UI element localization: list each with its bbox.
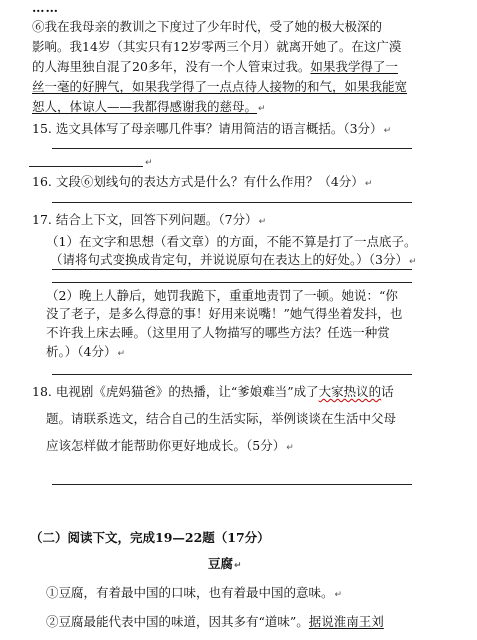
return-mark-icon: ↵ — [286, 443, 294, 453]
question-17-stem: 17. 结合上下文，回答下列问题。（7分）↵ — [32, 212, 267, 227]
answer-line — [52, 269, 412, 270]
article-paragraph-1: ①豆腐，有着最中国的口味，也有着最中国的意味。↵ — [46, 585, 343, 600]
para6-line4: 丝一毫的好脾气，如果我学得了一点点待人接物的和气，如果我能宽 — [32, 79, 408, 94]
article-title: 豆腐↵ — [208, 556, 242, 571]
para6-line3: 的人海里独自混了20多年，没有一个人管束过我。如果我学得了一 — [32, 59, 398, 74]
answer-line — [52, 148, 412, 149]
question-17-2-line4: 析。）（4分）↵ — [46, 344, 126, 359]
section-heading: （二）阅读下文，完成19—22题（17分） — [30, 530, 270, 545]
question-15: 15. 选文具体写了母亲哪几件事？请用简洁的语言概括。（3分）↵ — [32, 121, 392, 136]
return-mark-icon: ↵ — [258, 217, 267, 227]
return-mark-icon: ↵ — [364, 179, 373, 189]
question-17-2-line3: 不许我上床去睡。（这里用了人物描写的哪些方法？任选一种赏 — [46, 325, 390, 340]
question-17-1-line2: （请将句式变换成肯定句，并说说原句在表达上的好处。）（3分）↵ — [50, 252, 417, 267]
ellipsis-dots: …… — [32, 0, 59, 15]
para6-line1: ⑥我在我母亲的教训之下度过了少年时代，受了她的极大极深的 — [32, 19, 383, 34]
article-paragraph-2: ②豆腐最能代表中国的味道，因其多有“道味”。据说淮南王刘 — [46, 614, 384, 629]
answer-line — [52, 484, 412, 485]
answer-line — [52, 282, 412, 283]
question-18-line2: 题。请联系选文，结合自己的生活实际，举例谈谈在生活中父母 — [46, 411, 397, 426]
underlined-sentence: 如果我学得了一 — [310, 59, 398, 74]
question-18-line1: 18. 电视剧《虎妈猫爸》的热播，让“爹娘难当”成了大家热议的话 — [32, 384, 394, 399]
answer-line — [29, 166, 143, 167]
para6-line5: 恕人，体谅人——我都得感谢我的慈母。↵ — [32, 99, 266, 114]
question-18-line3: 应该怎样做才能帮助你更好地成长。（5分）↵ — [46, 438, 294, 453]
answer-line — [52, 202, 412, 203]
question-17-2-line1: （2）晚上人静后，她罚我跪下，重重地责罚了一顿。她说：“你 — [46, 288, 398, 303]
return-mark-icon: ↵ — [408, 257, 417, 267]
question-17-1-line1: （1）在文字和思想（看文章）的方面，不能不算是打了一点底子。 — [46, 234, 417, 249]
return-mark-icon: ↵ — [334, 590, 343, 600]
return-mark-icon: ↵ — [383, 126, 392, 136]
question-17-2-line2: 没了老子，是多么得意的事！好用来说嘴！”她气得坐着发抖，也 — [46, 306, 403, 321]
question-16: 16. 文段⑥划线句的表达方式是什么？有什么作用？（4分）↵ — [32, 174, 373, 189]
return-mark-icon: ↵ — [258, 104, 266, 114]
para6-line2: 影响。我14岁（其实只有12岁零两三个月）就离开她了。在这广漠 — [32, 39, 402, 54]
return-mark-icon: ↵ — [234, 561, 242, 571]
answer-line — [52, 374, 412, 375]
return-mark-icon: ↵ — [145, 158, 153, 168]
return-mark-icon: ↵ — [117, 349, 126, 359]
